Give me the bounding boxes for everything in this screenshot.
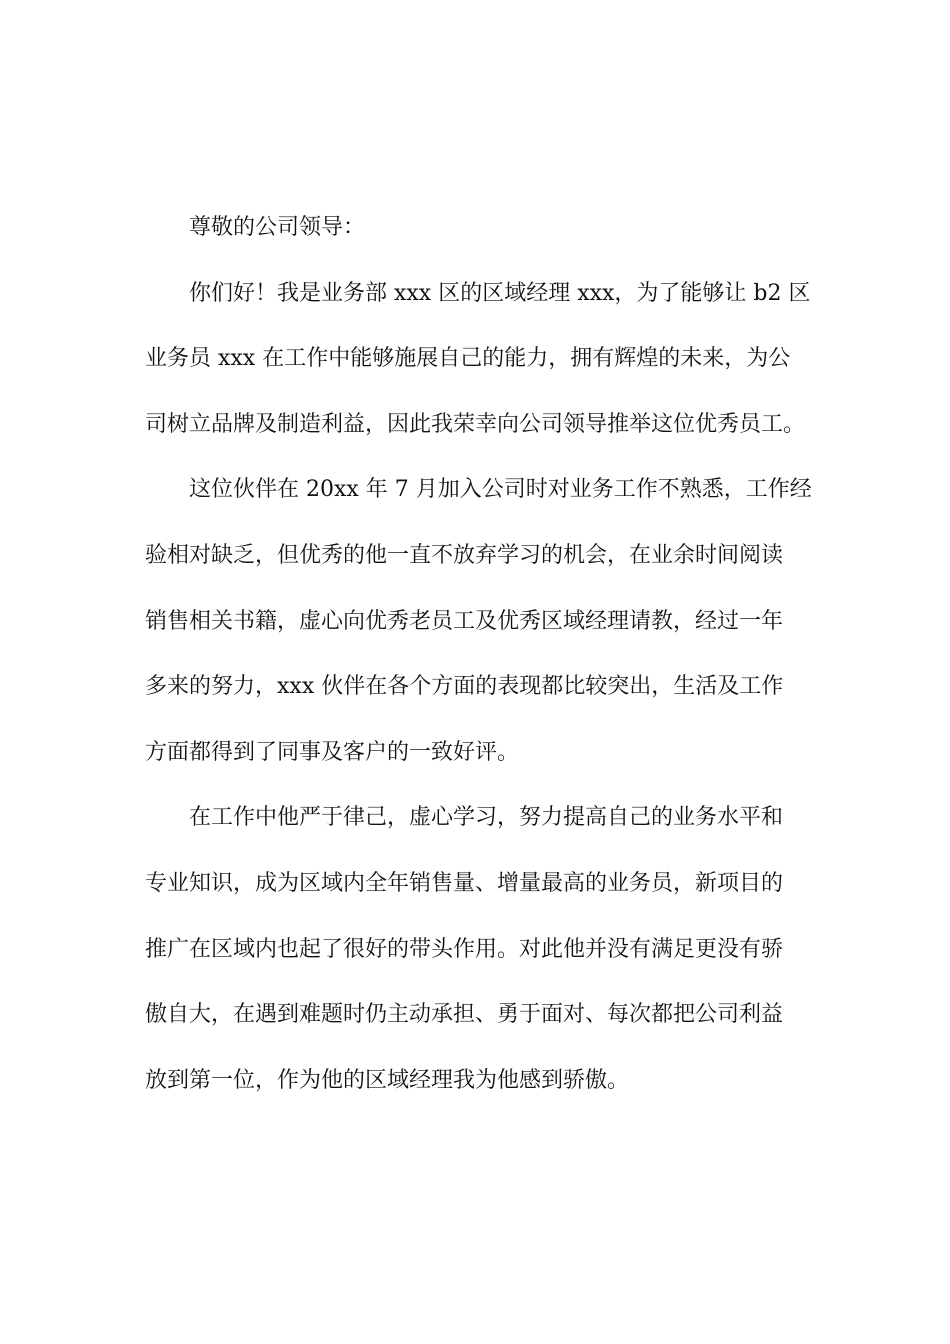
paragraph-line: 推广在区域内也起了很好的带头作用。对此他并没有满足更没有骄 <box>145 936 784 962</box>
salutation: 尊敬的公司领导： <box>189 215 366 240</box>
paragraph-line: 你们好！我是业务部 xxx 区的区域经理 xxx，为了能够让 b2 区 <box>189 280 811 306</box>
paragraph-line: 这位伙伴在 20xx 年 7 月加入公司时对业务工作不熟悉，工作经 <box>189 477 812 503</box>
paragraph-line: 专业知识，成为区域内全年销售量、增量最高的业务员，新项目的 <box>145 870 784 896</box>
paragraph-line: 放到第一位，作为他的区域经理我为他感到骄傲。 <box>145 1067 630 1093</box>
paragraph-line: 验相对缺乏，但优秀的他一直不放弃学习的机会，在业余时间阅读 <box>145 542 784 568</box>
letter-body <box>145 208 810 1126</box>
paragraph-line: 司树立品牌及制造利益，因此我荣幸向公司领导推举这位优秀员工。 <box>145 411 806 437</box>
paragraph-line: 业务员 xxx 在工作中能够施展自己的能力，拥有辉煌的未来，为公 <box>145 346 791 372</box>
paragraph-line: 销售相关书籍，虚心向优秀老员工及优秀区域经理请教，经过一年 <box>145 608 784 634</box>
paragraph-line: 方面都得到了同事及客户的一致好评。 <box>145 739 520 765</box>
paragraph-line: 多来的努力，xxx 伙伴在各个方面的表现都比较突出，生活及工作 <box>145 674 784 700</box>
paragraph-line: 在工作中他严于律己，虚心学习，努力提高自己的业务水平和 <box>189 805 784 831</box>
paragraph-line: 傲自大，在遇到难题时仍主动承担、勇于面对、每次都把公司利益 <box>145 1002 784 1028</box>
